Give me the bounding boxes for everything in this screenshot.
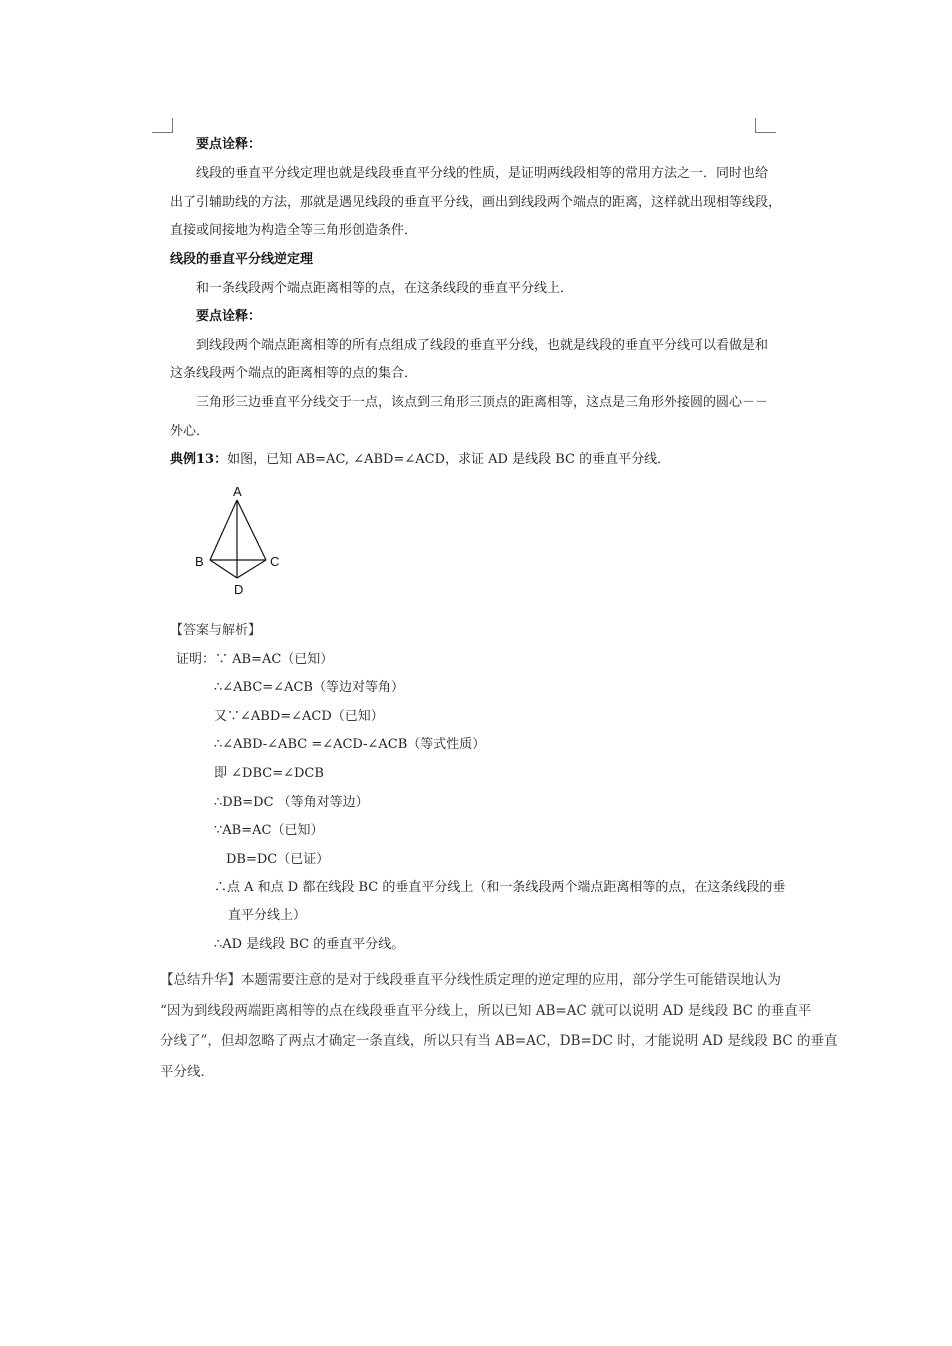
proof-line: ∵AB=AC（已知） <box>214 823 324 838</box>
example-text: 如图，已知 AB=AC, ∠ABD=∠ACD，求证 AD 是线段 BC 的垂直平分线． <box>227 452 671 467</box>
vertex-label-d: D <box>234 582 244 597</box>
theorem-statement: 和一条线段两个端点距离相等的点，在这条线段的垂直平分线上． <box>196 281 574 296</box>
paragraph-line: 出了引辅助线的方法，那就是遇见线段的垂直平分线，画出到线段两个端点的距离，这样就出现相等线段， <box>170 195 782 210</box>
vertex-label-c: C <box>270 554 280 569</box>
segment-bd <box>210 560 237 578</box>
proof-line: ∴点 A 和点 D 都在线段 BC 的垂直平分线上（和一条线段两个端点距离相等的点，在这条线段的垂 <box>214 880 786 895</box>
proof-line: 又∵∠ABD=∠ACD（已知） <box>214 709 384 724</box>
note-heading-1: 要点诠释： <box>196 137 262 152</box>
proof-line: DB=DC（已证） <box>226 852 330 867</box>
summary-line: 分线了”，但却忽略了两点才确定一条直线，所以只有当 AB=AC，DB=DC 时，才能说明 AD 是线段 BC 的垂直 <box>160 1033 838 1049</box>
summary-line: 平分线． <box>160 1064 214 1080</box>
summary-line: 【总结升华】本题需要注意的是对于线段垂直平分线性质定理的逆定理的应用，部分学生可能错误地认为 <box>160 972 781 988</box>
paragraph-line: 三角形三边垂直平分线交于一点，该点到三角形三顶点的距离相等，这点是三角形外接圆的圆心－－ <box>196 395 769 410</box>
segment-cd <box>237 560 266 578</box>
section-heading: 线段的垂直平分线逆定理 <box>170 252 314 267</box>
proof-line: ∴∠ABD-∠ABC =∠ACD-∠ACB（等式性质） <box>214 737 486 752</box>
paragraph-line: 线段的垂直平分线定理也就是线段垂直平分线的性质，是证明两线段相等的常用方法之一．同时也给 <box>196 166 769 181</box>
example-line <box>170 451 670 469</box>
vertex-label-b: B <box>195 554 204 569</box>
proof-line: ∴AD 是线段 BC 的垂直平分线。 <box>214 937 405 952</box>
answer-heading: 【答案与解析】 <box>170 623 262 638</box>
vertex-label-a: A <box>233 484 242 499</box>
paragraph-line: 这条线段两个端点的距离相等的点的集合． <box>170 366 418 381</box>
paragraph-line: 到线段两个端点距离相等的所有点组成了线段的垂直平分线，也就是线段的垂直平分线可以看做是和 <box>196 338 769 353</box>
paragraph-line: 外心． <box>170 424 210 439</box>
proof-line: 证明：∵ AB=AC（已知） <box>176 652 334 667</box>
triangle-figure <box>190 480 300 600</box>
segment-ab <box>210 500 237 560</box>
summary-line: “因为到线段两端距离相等的点在线段垂直平分线上，所以已知 AB=AC 就可以说明 AD 是线段 BC 的垂直平 <box>160 1003 812 1019</box>
proof-line: ∴DB=DC （等角对等边） <box>214 795 369 810</box>
proof-line: 即 ∠DBC=∠DCB <box>214 766 324 781</box>
paragraph-line: 直接或间接地为构造全等三角形创造条件． <box>170 223 418 238</box>
page-corner-mark-right <box>755 118 776 133</box>
proof-line: ∴∠ABC=∠ACB（等边对等角） <box>214 680 404 695</box>
proof-line: 直平分线上） <box>228 908 307 923</box>
note-heading-2: 要点诠释： <box>196 309 262 324</box>
segment-ac <box>237 500 266 560</box>
example-label: 典例13： <box>170 452 228 467</box>
page-corner-mark-left <box>152 118 173 133</box>
